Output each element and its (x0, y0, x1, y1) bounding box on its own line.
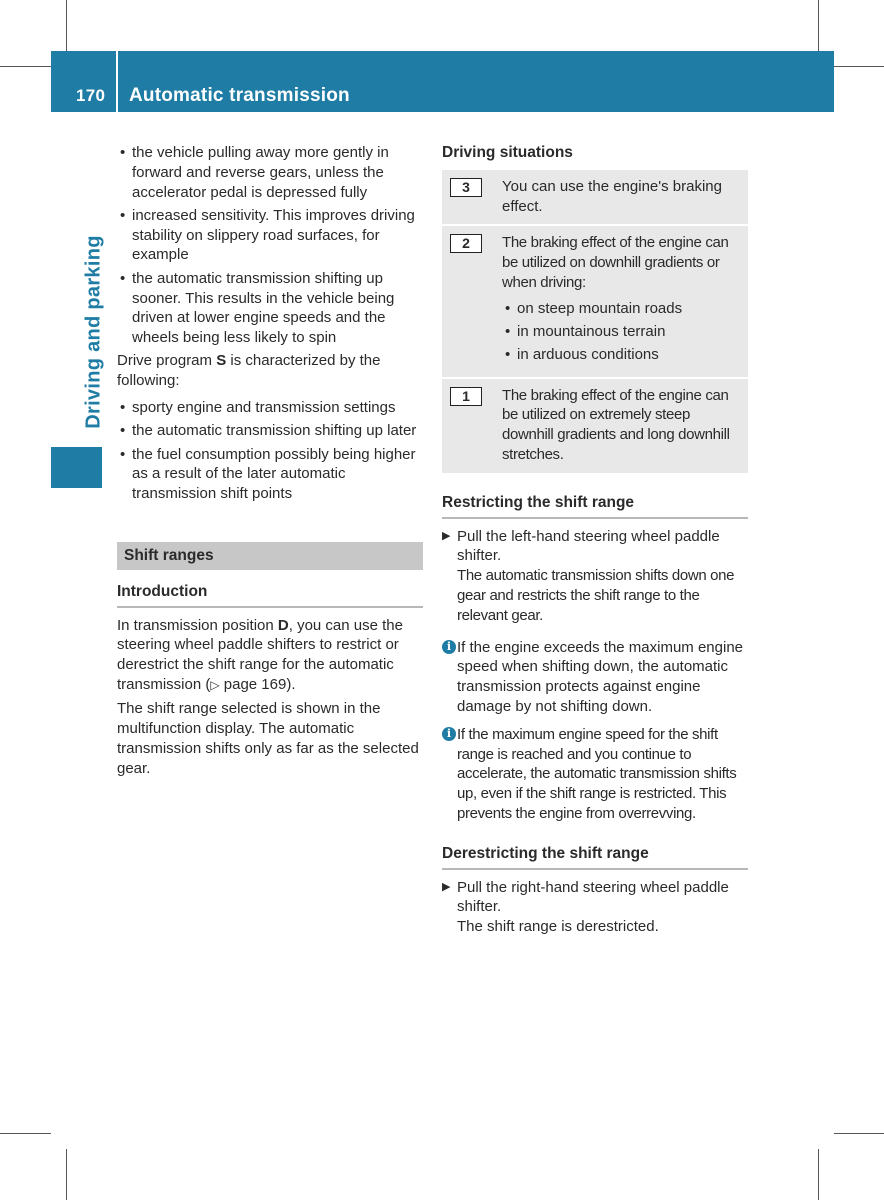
program-s-key: S (216, 352, 227, 370)
table-cell: The braking effect of the engine can be utilized on downhill gradients or when driving: (502, 234, 729, 291)
list-item: • increased sensitivity. This improves driving stability on slippery road surfaces, for example (117, 206, 423, 265)
gear-key: 3 (450, 178, 482, 197)
list-item: • the automatic transmission shifting up sooner. This results in the vehicle being driven at lower engine speeds and the wheels being less likely to spin (117, 269, 423, 348)
restrict-step: ▶ Pull the left-hand steering wheel paddle shifter. The automatic transmission shifts down one gear and restricts the shift range to the relevant gear. (442, 527, 748, 626)
crop-mark (0, 1133, 51, 1134)
info-note: i If the engine exceeds the maximum engine speed when shifting down, the automatic transmission protects against engine damage by not shifting down. (442, 638, 748, 717)
driving-situations-table (442, 170, 748, 473)
introduction-paragraph: In transmission position D, you can use the steering wheel paddle shifters to restrict or derestrict the shift range for the automatic transmission (▷ page 169). (117, 616, 403, 694)
list-item: • in mountainous terrain (502, 322, 742, 342)
derestrict-result: The shift range is derestricted. (457, 918, 659, 936)
display-paragraph: The shift range selected is shown in the multifunction display. The automatic transmission shifts only as far as the selected gear. (117, 700, 419, 777)
gear-key: 2 (450, 234, 482, 253)
side-tab-label: Driving and parking (82, 235, 105, 429)
side-tab-marker (51, 447, 102, 488)
list-item: • the fuel consumption possibly being higher as a result of the later automatic transmission shift points (117, 445, 423, 504)
crop-mark (834, 1133, 884, 1134)
crop-mark (834, 66, 884, 67)
table-row (442, 226, 748, 378)
feature-list (117, 143, 423, 348)
info-icon: i (442, 640, 456, 654)
right-column (442, 143, 748, 937)
derestrict-step: ▶ Pull the right-hand steering wheel paddle shifter. The shift range is derestricted. (442, 878, 748, 937)
table-cell: The braking effect of the engine can be utilized on extremely steep downhill gradients and long downhill stretches. (502, 386, 730, 464)
list-item: • on steep mountain roads (502, 299, 742, 319)
table-cell: You can use the engine's braking effect. (502, 177, 722, 215)
restricting-heading: Restricting the shift range (442, 493, 748, 519)
introduction-heading: Introduction (117, 582, 423, 608)
list-item: • the automatic transmission shifting up later (117, 421, 423, 441)
page-reference[interactable]: page 169). (219, 676, 296, 694)
program-s-paragraph: Drive program S is characterized by the following: (117, 352, 381, 390)
list-item: • the vehicle pulling away more gently in forward and reverse gears, unless the accelerator pedal is depressed fully (117, 143, 423, 202)
arrow-right-icon: ▶ (442, 529, 451, 542)
page-reference-icon: ▷ (210, 678, 220, 693)
crop-mark (818, 0, 819, 51)
table-row (442, 379, 748, 473)
list-item: • sporty engine and transmission settings (117, 398, 423, 418)
section-heading: Shift ranges (117, 542, 423, 570)
transmission-position-key: D (277, 616, 289, 634)
table-row (442, 170, 748, 227)
crop-mark (66, 0, 67, 51)
derestricting-heading: Derestricting the shift range (442, 844, 748, 870)
header-divider (116, 51, 118, 112)
info-note: i If the maximum engine speed for the shift range is reached and you continue to accelerate, the automatic transmission shifts up, even if the shift range is restricted. This prevents the engine from overrevving. (442, 725, 748, 824)
driving-situations-heading: Driving situations (442, 144, 573, 161)
list-item: • in arduous conditions (502, 345, 742, 365)
arrow-right-icon: ▶ (442, 880, 451, 893)
left-column (117, 143, 423, 782)
program-s-list (117, 398, 423, 504)
crop-mark (0, 66, 51, 67)
page-number: 170 (76, 86, 106, 105)
crop-mark (66, 1149, 67, 1200)
restrict-result: The automatic transmission shifts down one gear and restricts the shift range to the relevant gear. (457, 567, 735, 624)
condition-list (502, 299, 742, 365)
info-icon: i (442, 727, 456, 741)
gear-key: 1 (450, 387, 482, 406)
page-title: Automatic transmission (129, 85, 350, 106)
crop-mark (818, 1149, 819, 1200)
